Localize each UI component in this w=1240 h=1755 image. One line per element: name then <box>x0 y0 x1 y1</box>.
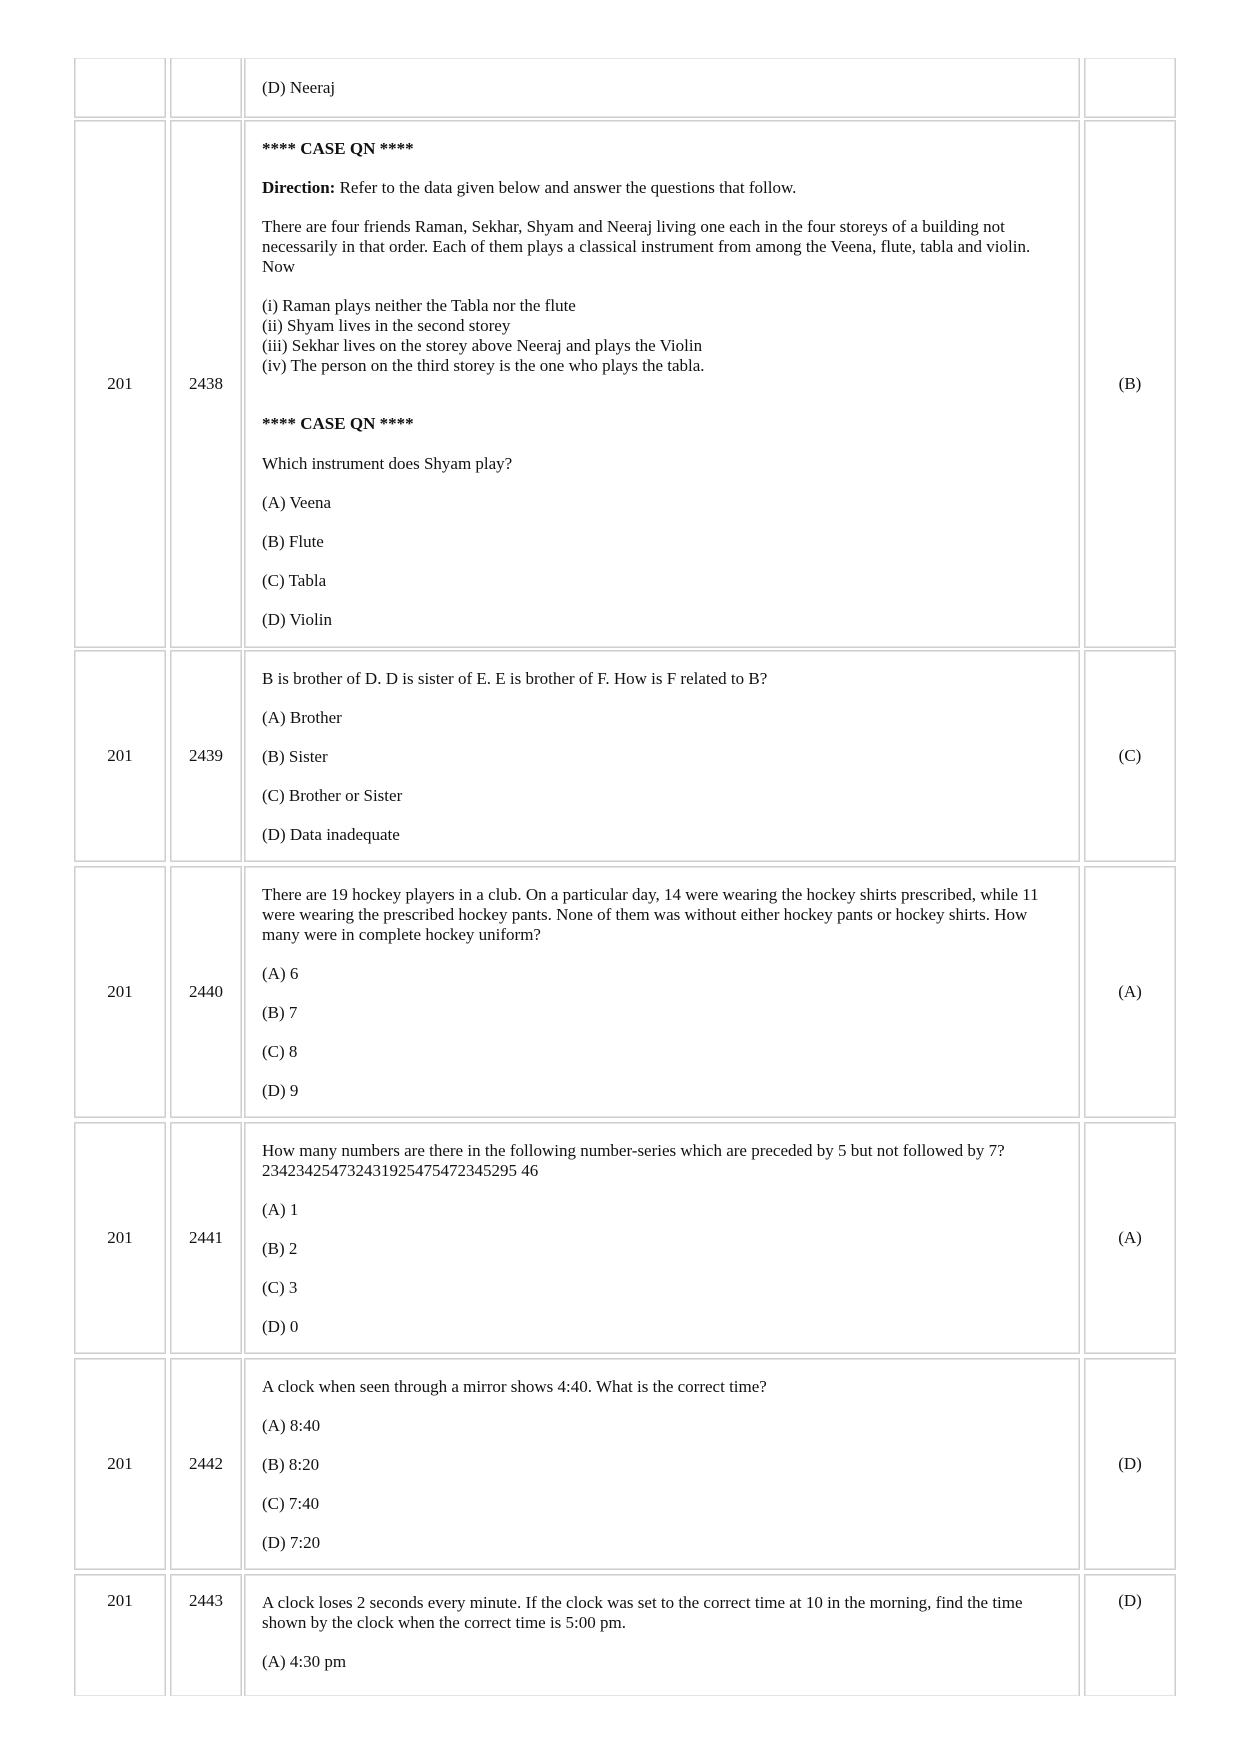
option: (D) 0 <box>262 1317 299 1336</box>
answer-cell <box>1084 866 1176 1118</box>
question-id-cell <box>170 1122 242 1354</box>
question-id-cell <box>170 1358 242 1570</box>
question-text: B is brother of D. D is sister of E. E is brother of F. How is F related to B? <box>262 669 768 688</box>
option: (A) 8:40 <box>262 1416 321 1435</box>
question-text: A clock when seen through a mirror shows 4:40. What is the correct time? <box>262 1377 767 1396</box>
subject-code-cell <box>74 650 166 862</box>
subject-code-cell <box>74 120 166 648</box>
question-cell <box>244 1358 1080 1570</box>
question-cell <box>244 58 1080 118</box>
option: (C) 7:40 <box>262 1494 320 1513</box>
question-cell <box>244 1122 1080 1354</box>
question-id-cell <box>170 1574 242 1696</box>
case-footer: **** CASE QN **** <box>262 414 414 433</box>
case-conditions: (i) Raman plays neither the Tabla nor the flute (ii) Shyam lives in the second storey (iii) Sekhar lives on the storey above Neeraj and plays the Violin (iv) The person on the third storey is the one who plays the tabla. <box>262 296 705 375</box>
option: (B) Flute <box>262 532 324 551</box>
option: (A) 6 <box>262 964 299 983</box>
subject-code: 201 <box>107 1228 133 1247</box>
table-row <box>74 120 1176 648</box>
answer-cell <box>1084 120 1176 648</box>
answer: (B) <box>1118 374 1142 393</box>
question-text: A clock loses 2 seconds every minute. If the clock was set to the correct time at 10 in the morning, find the time shown by the clock when the correct time is 5:00 pm. <box>262 1593 1023 1632</box>
question-id: 2442 <box>189 1454 223 1473</box>
subject-code-cell <box>74 1358 166 1570</box>
answer: (C) <box>1118 746 1142 765</box>
option: (C) Brother or Sister <box>262 786 403 805</box>
answer-cell <box>1084 1122 1176 1354</box>
subject-code-cell <box>74 866 166 1118</box>
table-row <box>74 1358 1176 1570</box>
option: (B) 7 <box>262 1003 298 1022</box>
table-row <box>74 1574 1176 1696</box>
table-cell <box>170 58 242 118</box>
option: (D) Neeraj <box>262 78 336 97</box>
question-id-cell <box>170 120 242 648</box>
option: (D) Violin <box>262 610 332 629</box>
answer-cell <box>1084 1358 1176 1570</box>
answer-cell <box>1084 1574 1176 1696</box>
subject-code-cell <box>74 1574 166 1696</box>
direction <box>262 178 1063 198</box>
option: (C) 3 <box>262 1278 298 1297</box>
question-text: There are 19 hockey players in a club. On a particular day, 14 were wearing the hockey shirts prescribed, while 11 were wearing the prescribed hockey pants. None of them was without either hockey pants or hockey shirts. How many were in complete hockey uniform? <box>262 885 1039 944</box>
question-id-cell <box>170 650 242 862</box>
option: (C) 8 <box>262 1042 298 1061</box>
table-row <box>74 1122 1176 1354</box>
option: (B) 8:20 <box>262 1455 320 1474</box>
answer-cell <box>1084 650 1176 862</box>
option: (A) 4:30 pm <box>262 1652 347 1671</box>
option: (D) 9 <box>262 1081 299 1100</box>
subject-code: 201 <box>107 1591 133 1610</box>
option: (A) Veena <box>262 493 332 512</box>
question-cell <box>244 866 1080 1118</box>
case-header: **** CASE QN **** <box>262 139 414 158</box>
direction-label: Direction: <box>262 178 336 197</box>
option: (C) Tabla <box>262 571 327 590</box>
question-id: 2439 <box>189 746 223 765</box>
case-paragraph: There are four friends Raman, Sekhar, Shyam and Neeraj living one each in the four storeys of a building not necessarily in that order. Each of them plays a classical instrument from among the Veena, flute, tabla and violin. Now <box>262 217 1031 276</box>
question-id: 2438 <box>189 374 223 393</box>
question-id: 2440 <box>189 982 223 1001</box>
answer: (D) <box>1118 1454 1142 1473</box>
direction-text: Refer to the data given below and answer the questions that follow. <box>335 178 797 197</box>
subject-code: 201 <box>107 374 133 393</box>
option: (A) Brother <box>262 708 342 727</box>
option: (B) Sister <box>262 747 328 766</box>
option: (A) 1 <box>262 1200 299 1219</box>
question-text: Which instrument does Shyam play? <box>262 454 513 473</box>
option: (D) Data inadequate <box>262 825 400 844</box>
subject-code: 201 <box>107 746 133 765</box>
question-cell <box>244 1574 1080 1696</box>
question-text: How many numbers are there in the following number-series which are preceded by 5 but not followed by 7? 234234254732431925475472345295 46 <box>262 1141 1005 1180</box>
question-id-cell <box>170 866 242 1118</box>
table-row <box>74 58 1176 118</box>
question-id: 2441 <box>189 1228 223 1247</box>
subject-code: 201 <box>107 982 133 1001</box>
subject-code: 201 <box>107 1454 133 1473</box>
answer: (D) <box>1118 1591 1142 1610</box>
question-cell <box>244 120 1080 648</box>
question-cell <box>244 650 1080 862</box>
answer: (A) <box>1118 982 1142 1001</box>
table-cell <box>74 58 166 118</box>
option: (D) 7:20 <box>262 1533 321 1552</box>
question-id: 2443 <box>189 1591 223 1610</box>
subject-code-cell <box>74 1122 166 1354</box>
table-row <box>74 650 1176 862</box>
table-cell <box>1084 58 1176 118</box>
table-row <box>74 866 1176 1118</box>
option: (B) 2 <box>262 1239 298 1258</box>
answer: (A) <box>1118 1228 1142 1247</box>
